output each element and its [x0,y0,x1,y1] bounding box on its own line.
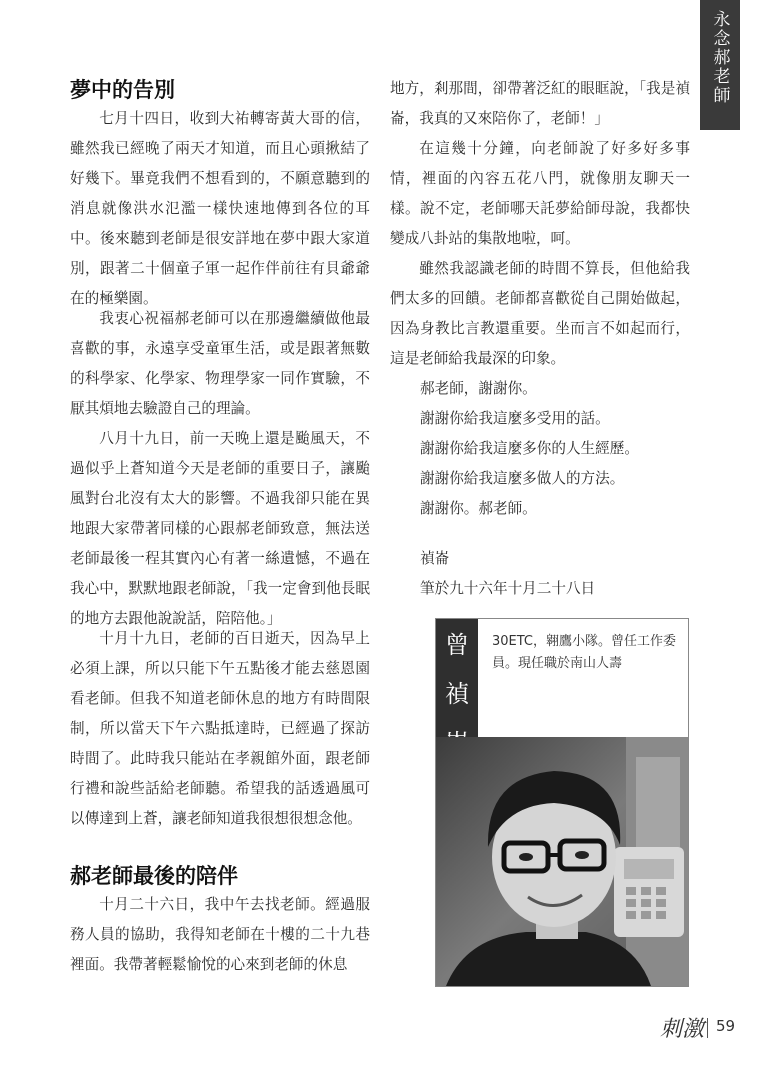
thanks-line: 謝謝你給我這麼多受用的話。 [420,410,610,427]
paragraph: 十月二十六日，我中午去找老師。經過服務人員的協助，我得知老師在十樓的二十九巷裡面。我帶著輕鬆愉悅的心來到老師的休息 [70,896,370,973]
paragraph: 八月十九日，前一天晚上還是颱風天，不過似乎上蒼知道今天是老師的重要日子，讓颱風對台北沒有太大的影響。不過我卻只能在異地跟大家帶著同樣的心跟郝老師致意，無法送老師最後一程其實內心有著一絲遺憾，不過在我心中，默默地跟老師說，「我一定會到他長眠的地方去跟他說說話，陪陪他。」 [70,430,370,627]
thanks-line: 謝謝你給我這麼多你的人生經歷。 [420,440,639,457]
footer-divider [707,1018,708,1038]
heading-dream-farewell: 夢中的告別 [70,78,175,102]
paragraph: 十月十九日，老師的百日逝天，因為早上必須上課，所以只能下午五點後才能去慈恩園看老師。但我不知道老師休息的地方有時間限制，所以當天下午六點抵達時，已經過了探訪時間了。此時我只能站在孝親館外面，跟老師行禮和說些話給老師聽。希望我的話透過風可以傳達到上蒼，讓老師知道我很想很想念他。 [70,630,370,827]
author-name-char: 禎 [445,680,469,708]
heading-last-company: 郝老師最後的陪伴 [70,864,238,888]
author-photo-drawing [436,737,688,986]
magazine-logo: 刺激 [660,1017,705,1042]
paragraph: 我衷心祝福郝老師可以在那邊繼續做他最喜歡的事，永遠享受童軍生活，或是跟著無數的科學家、化學家、物理學家一同作實驗，不厭其煩地去驗證自己的理論。 [70,310,370,417]
signature: 禎崙 [420,550,450,567]
author-bio-box [435,618,689,987]
author-bio-text: 30ETC，翱鷹小隊。曾任工作委員。現任職於南山人壽 [492,634,677,671]
author-name [436,619,478,737]
section-tab-label: 永念郝老師 [709,10,730,105]
thanks-line: 郝老師，謝謝你。 [420,380,537,397]
date-line: 筆於九十六年十月二十八日 [420,580,596,597]
paragraph: 在這幾十分鐘，向老師說了好多好多事情，裡面的內容五花八門，就像朋友聊天一樣。說不定，老師哪天託夢給師母說，我都快變成八卦站的集散地啦，呵。 [390,140,690,247]
thanks-line: 謝謝你。郝老師。 [420,500,537,517]
author-photo [436,737,688,986]
page-number: 59 [716,1017,736,1035]
author-name-char: 曾 [445,631,469,659]
paragraph: 雖然我認識老師的時間不算長，但他給我們太多的回饋。老師都喜歡從自己開始做起，因為身教比言教還重要。坐而言不如起而行，這是老師給我最深的印象。 [390,260,690,367]
section-tab [700,0,740,130]
paragraph: 地方，剎那間，卻帶著泛紅的眼眶說，「我是禎崙，我真的又來陪你了，老師！」 [390,80,690,127]
paragraph: 七月十四日，收到大祐轉寄黃大哥的信，雖然我已經晚了兩天才知道，而且心頭揪結了好幾下。畢竟我們不想看到的，不願意聽到的消息就像洪水氾濫一樣快速地傳到各位的耳中。後來聽到老師是很安詳地在夢中跟大家道別，跟著二十個童子軍一起作伴前往有貝爺爺在的極樂園。 [70,110,370,307]
thanks-line: 謝謝你給我這麼多做人的方法。 [420,470,625,487]
